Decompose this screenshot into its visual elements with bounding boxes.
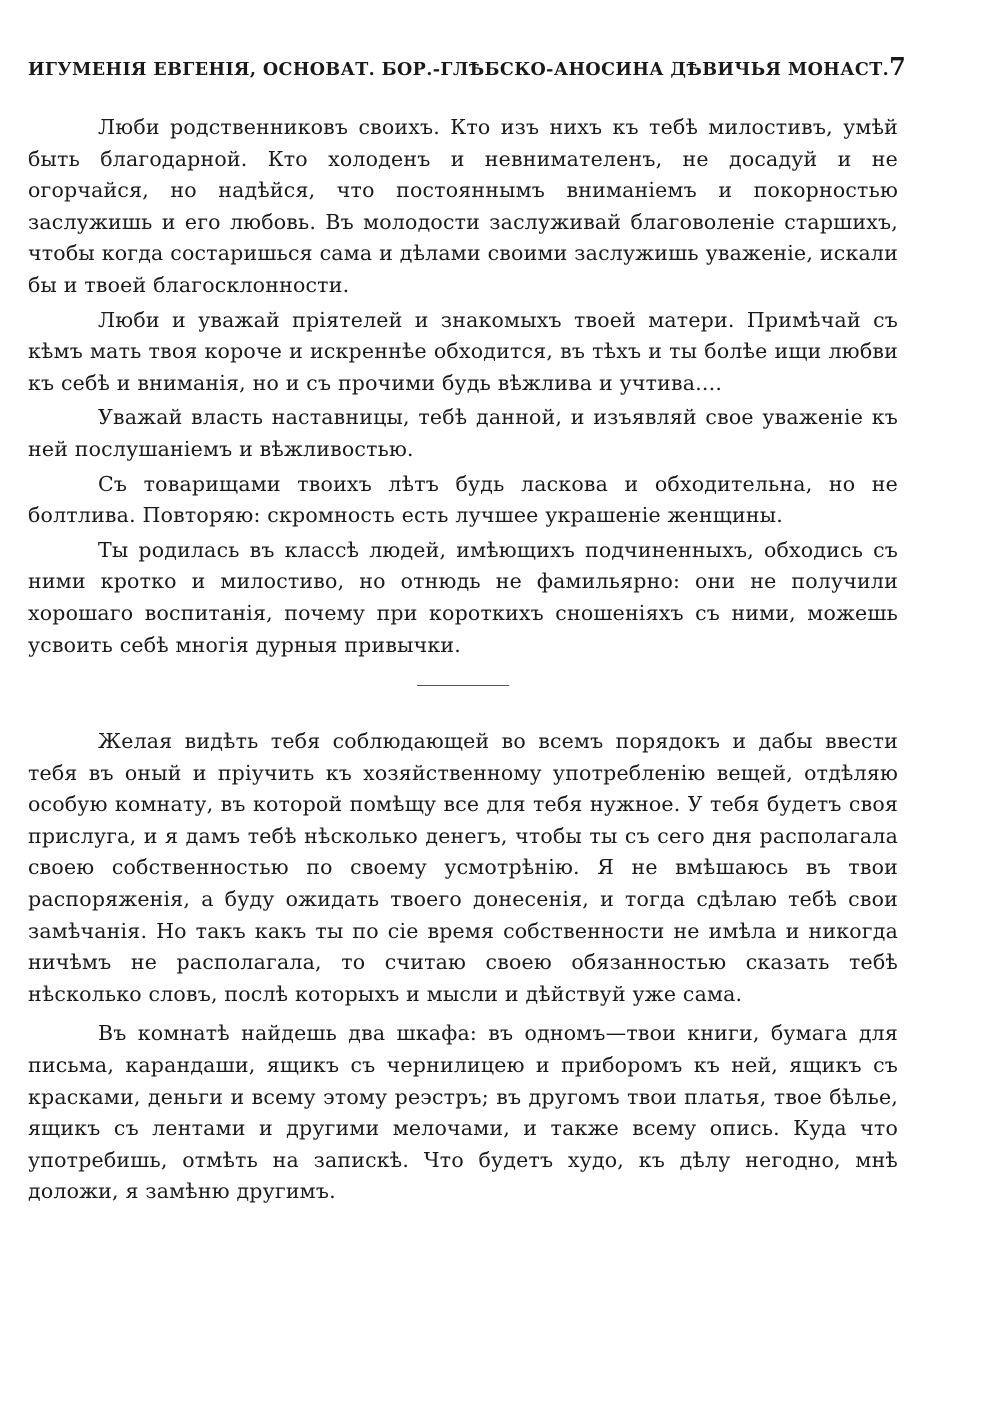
section-household-order xyxy=(28,726,898,1208)
paragraph: Въ комнатѣ найдешь два шкафа: въ одномъ—твои книги, бумага для письма, карандаши, ящикъ съ чернилицею и приборомъ къ ней, ящикъ съ красками, деньги и всему этому реэстръ; въ другомъ твои платья, твое бѣлье, ящикъ съ лентами и другими мелочами, и также всему опись. Куда что употребишь, отмѣть на запискѣ. Что будетъ худо, къ дѣлу негодно, мнѣ доложи, я замѣню другимъ. xyxy=(28,1021,898,1204)
paragraph: Люби родственниковъ своихъ. Кто изъ нихъ къ тебѣ милостивъ, умѣй быть благодарной. Кто холоденъ и невнимателенъ, не досадуй и не огорчайся, но надѣйся, что постояннымъ вниманіемъ и покорностью заслужишь и его любовь. Въ молодости заслуживай благоволеніе старшихъ, чтобы когда состаришься сама и дѣлами своими заслужишь уваженіе, искали бы и твоей благосклонности. xyxy=(28,115,898,297)
header-title: ИГУМЕНІЯ ЕВГЕНІЯ, ОСНОВАТ. БОР.-ГЛѢБСКО-АНОСИНА ДѢВИЧЬЯ МОНАСТ. xyxy=(28,60,890,80)
paragraph: Уважай власть наставницы, тебѣ данной, и изъявляй свое уваженіе къ ней послушаніемъ и вѣжливостью. xyxy=(28,405,898,461)
book-page xyxy=(28,52,907,1208)
paragraph: Люби и уважай пріятелей и знакомыхъ твоей матери. Примѣчай съ кѣмъ мать твоя короче и искреннѣе обходится, въ тѣхъ и ты болѣе ищи любви къ себѣ и вниманія, но и съ прочими будь вѣжлива и учтива.... xyxy=(28,307,898,395)
section-advice-relations xyxy=(28,112,898,661)
page-number: 7 xyxy=(889,52,907,81)
section-divider xyxy=(417,685,509,686)
running-header xyxy=(28,52,907,94)
paragraph: Ты родилась въ классѣ людей, имѣющихъ подчиненныхъ, обходись съ ними кротко и милостиво, но отнюдь не фамильярно: они не получили хорошаго воспитанія, почему при короткихъ сношеніяхъ съ ними, можешь усвоить себѣ многія дурныя привычки. xyxy=(28,537,898,657)
paragraph: Съ товарищами твоихъ лѣтъ будь ласкова и обходительна, но не болтлива. Повторяю: скромность есть лучшее украшеніе женщины. xyxy=(28,471,898,528)
paragraph: Желая видѣть тебя соблюдающей во всемъ порядокъ и дабы ввести тебя въ оный и пріучить къ хозяйственному употребленію вещей, отдѣляю особую комнату, въ которой помѣщу все для тебя нужное. У тебя будетъ своя прислуга, и я дамъ тебѣ нѣсколько денегъ, чтобы ты съ сего дня располагала своею собственностью по своему усмотрѣнію. Я не вмѣшаюсь въ твои распоряженія, а буду ожидать твоего донесенія, и тогда сдѣлаю тебѣ свои замѣчанія. Но такъ какъ ты по сіе время собственности не имѣла и никогда ничѣмъ не располагала, то считаю своею обязанностью сказать тебѣ нѣсколько словъ, послѣ которыхъ и мысли и дѣйствуй уже сама. xyxy=(28,729,898,1006)
